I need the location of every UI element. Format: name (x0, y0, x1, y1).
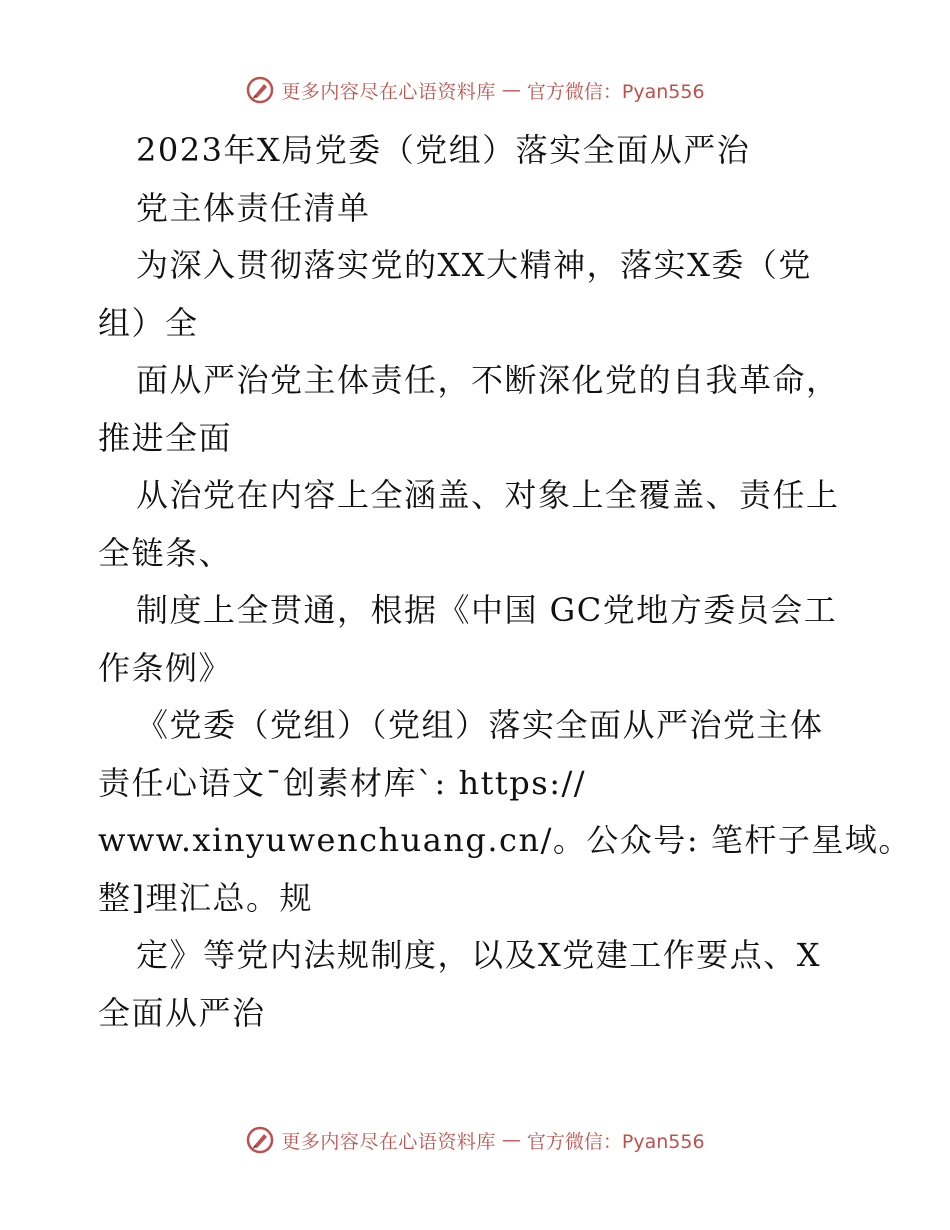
document-line: 责任心语文¯创素材库`: https:// (98, 763, 587, 802)
document-line: 定》等党内法规制度，以及X党建工作要点、X (136, 936, 822, 974)
document-line: www.xinyuwenchuang.cn/。公众号: 笔杆子星域。 (98, 821, 912, 859)
document-line: 整]理汇总。规 (98, 878, 313, 917)
banner-text: 更多内容尽在心语资料库 (281, 1130, 496, 1153)
banner-wechat: 官方微信：Pyan556 (526, 80, 705, 103)
document-line: 党主体责任清单 (136, 188, 371, 227)
footer-watermark-banner (0, 1120, 950, 1160)
document-body (98, 122, 912, 1042)
banner-text: 更多内容尽在心语资料库 (281, 80, 496, 103)
document-line: 面从严治党主体责任，不断深化党的自我革命， (136, 361, 840, 399)
document-line: 2023年X局党委（党组）落实全面从严治 (136, 131, 751, 169)
banner-separator: — (501, 79, 521, 101)
banner-separator: — (501, 1129, 521, 1151)
document-line: 作条例》 (98, 648, 233, 687)
document-line: 为深入贯彻落实党的XX大精神，落实X委（党 (136, 246, 812, 284)
document-line: 组）全 (98, 303, 199, 342)
document-line: 从治党在内容上全涵盖、对象上全覆盖、责任上 (136, 476, 840, 514)
header-watermark-banner (0, 70, 950, 110)
document-line: 全面从严治 (98, 993, 266, 1032)
pen-nib-logo-icon (245, 75, 275, 105)
document-line: 《党委（党组）（党组）落实全面从严治党主体 (136, 706, 824, 744)
document-line: 制度上全贯通，根据《中国 GC党地方委员会工 (136, 591, 838, 629)
document-line: 推进全面 (98, 418, 233, 457)
banner-wechat: 官方微信：Pyan556 (526, 1130, 705, 1153)
document-line: 全链条、 (98, 533, 233, 572)
pen-nib-logo-icon (245, 1125, 275, 1155)
